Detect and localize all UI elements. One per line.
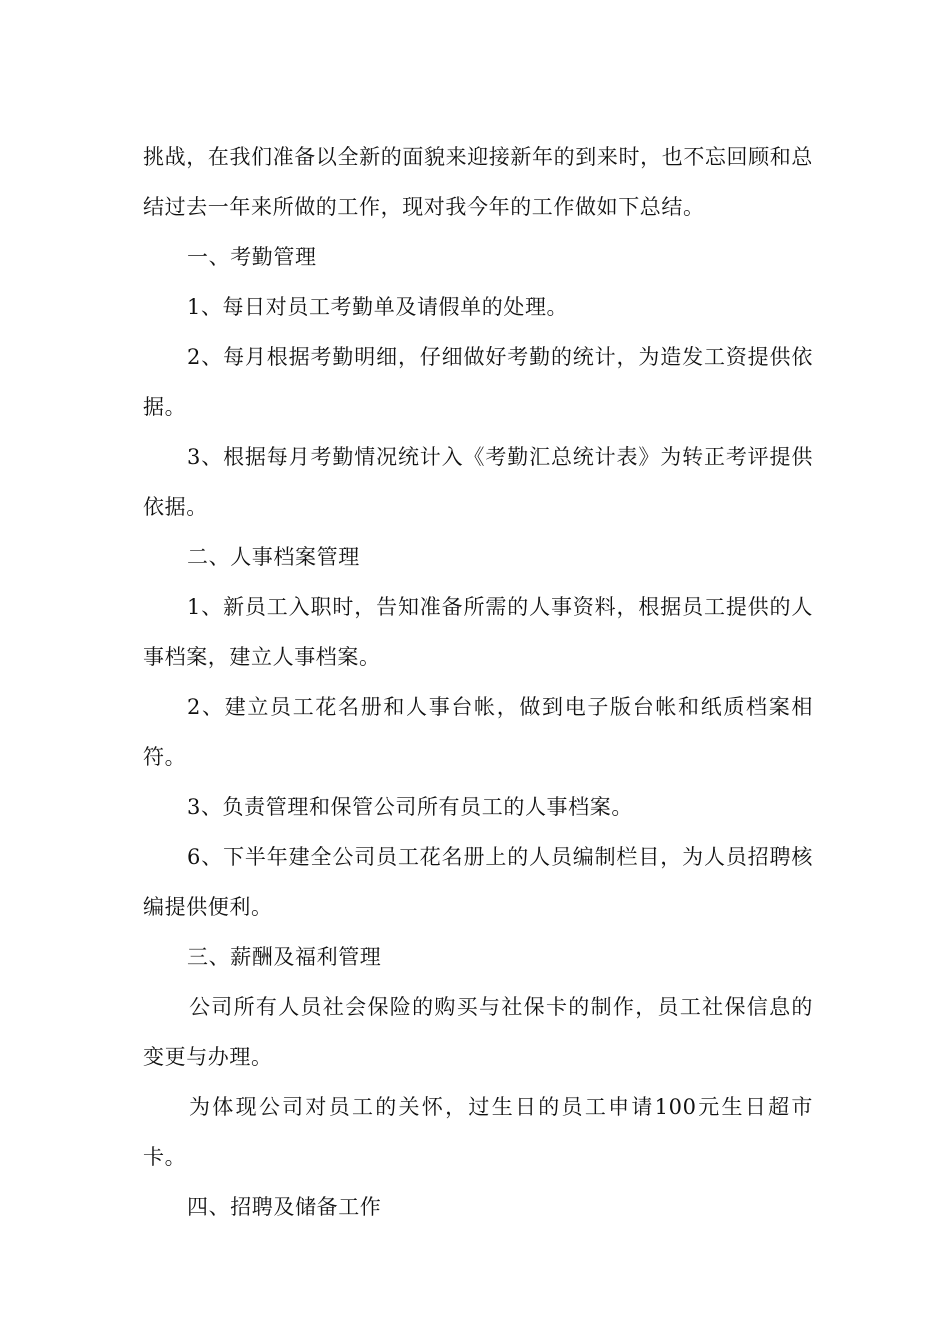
- section-heading-recruitment: 四、招聘及储备工作: [187, 1195, 382, 1219]
- paragraph-attendance-3: 3、根据每月考勤情况统计入《考勤汇总统计表》为转正考评提供依据。: [143, 445, 813, 519]
- paragraph-attendance-2: 2、每月根据考勤明细，仔细做好考勤的统计，为造发工资提供依据。: [143, 345, 813, 419]
- paragraph-birthday-card: 为体现公司对员工的关怀，过生日的员工申请100元生日超市卡。: [143, 1095, 813, 1169]
- paragraph-personnel-1: 1、新员工入职时，告知准备所需的人事资料，根据员工提供的人事档案，建立人事档案。: [143, 595, 813, 669]
- paragraph-personnel-2: 2、建立员工花名册和人事台帐，做到电子版台帐和纸质档案相符。: [143, 695, 813, 769]
- paragraph-attendance-1: 1、每日对员工考勤单及请假单的处理。: [187, 295, 569, 319]
- paragraph-social-insurance: 公司所有人员社会保险的购买与社保卡的制作，员工社保信息的变更与办理。: [143, 995, 813, 1069]
- paragraph-intro: 挑战，在我们准备以全新的面貌来迎接新年的到来时，也不忘回顾和总结过去一年来所做的工作，现对我今年的工作做如下总结。: [143, 145, 813, 219]
- section-heading-personnel-files: 二、人事档案管理: [187, 545, 360, 569]
- document-body: [143, 132, 813, 1232]
- paragraph-personnel-6: 6、下半年建全公司员工花名册上的人员编制栏目，为人员招聘核编提供便利。: [143, 845, 813, 919]
- section-heading-compensation: 三、薪酬及福利管理: [187, 945, 382, 969]
- paragraph-personnel-3: 3、负责管理和保管公司所有员工的人事档案。: [187, 795, 633, 819]
- section-heading-attendance: 一、考勤管理: [187, 245, 317, 269]
